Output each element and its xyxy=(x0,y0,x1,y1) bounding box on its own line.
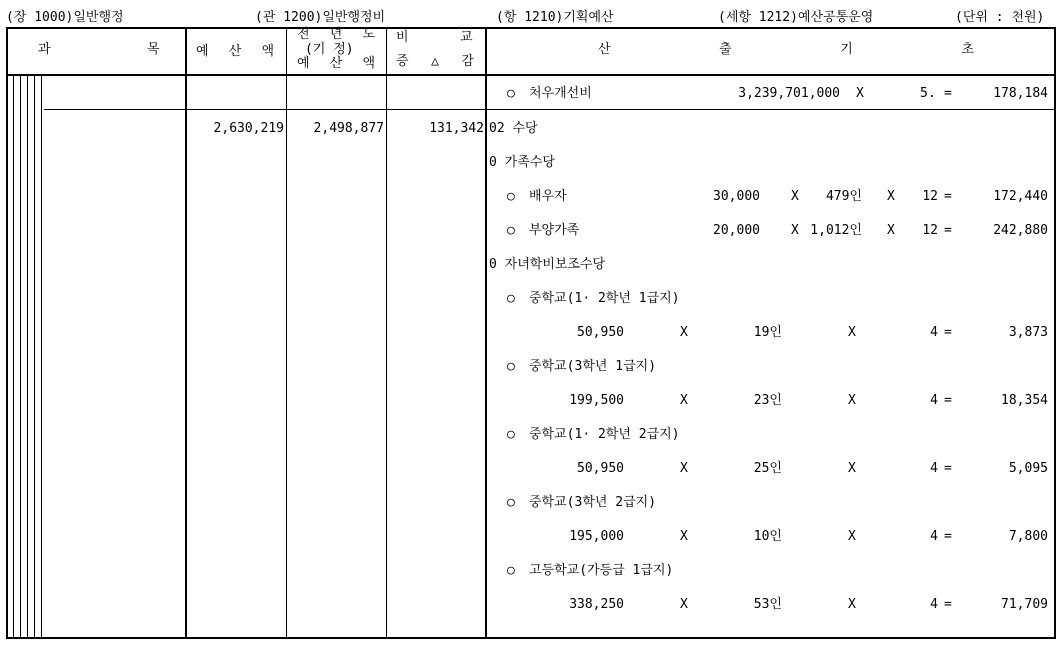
budget-amount: 2,630,219 xyxy=(213,121,284,136)
subsection-label: 고등학교(가등급 1급지) xyxy=(529,563,674,578)
line-amount: 30,000 xyxy=(713,189,760,204)
line-months: 12 xyxy=(922,189,938,204)
line-x2: X xyxy=(848,461,856,476)
bullet-icon: ○ xyxy=(507,563,515,578)
line-x2: X xyxy=(848,325,856,340)
col-basis-char: 출 xyxy=(719,42,732,57)
line-months: 4 xyxy=(930,325,938,340)
col-compare-top-right: 교 xyxy=(460,30,473,45)
bullet-icon: ○ xyxy=(507,427,515,442)
line-months: 4 xyxy=(930,393,938,408)
header-gwan: (관 1200)일반행정비 xyxy=(255,10,386,25)
col-prev-header-mid: (기 정) xyxy=(305,42,354,57)
line-result: 18,354 xyxy=(1001,393,1048,408)
first-row-amount: 3,239,701,000 xyxy=(738,86,840,101)
col-prev-char: 도 xyxy=(362,27,375,42)
subsection-label: 중학교(3학년 2급지) xyxy=(529,495,657,510)
header-unit: (단위 : 천원) xyxy=(955,10,1045,25)
col-divider-budget xyxy=(286,27,287,639)
line-eq: = xyxy=(944,393,952,408)
section-label: 0 가족수당 xyxy=(489,155,555,170)
col-prev-char: 예 xyxy=(297,56,310,71)
hierarchy-line-3 xyxy=(27,76,28,637)
col-prev-char: 전 xyxy=(297,27,310,42)
prev-budget-amount: 2,498,877 xyxy=(313,121,384,136)
col-basis-header xyxy=(598,42,974,58)
line-x2: X xyxy=(848,393,856,408)
line-result: 242,880 xyxy=(993,223,1048,238)
line-count: 19인 xyxy=(753,325,782,340)
table-bottom-border xyxy=(6,637,1056,639)
col-prev-char: 산 xyxy=(329,56,343,71)
section-label: 0 자녀학비보조수당 xyxy=(489,257,606,272)
line-eq: = xyxy=(944,325,952,340)
line-eq: = xyxy=(944,223,952,238)
line-x1: X xyxy=(680,461,688,476)
bullet-icon: ○ xyxy=(507,189,515,204)
table-right-border xyxy=(1054,27,1056,639)
line-months: 4 xyxy=(930,461,938,476)
col-compare-char: 감 xyxy=(461,54,474,69)
line-x1: X xyxy=(791,189,799,204)
first-row-eq: = xyxy=(944,86,952,101)
line-amount: 195,000 xyxy=(569,529,624,544)
col-compare-top-left: 비 xyxy=(396,30,409,45)
col-prev-header-bot xyxy=(297,56,375,72)
hierarchy-line-1 xyxy=(13,76,14,637)
hierarchy-line-5 xyxy=(41,76,42,637)
col-subject-left: 과 xyxy=(38,42,51,57)
line-count: 53인 xyxy=(753,597,782,612)
col-basis-char: 기 xyxy=(840,42,853,57)
item-label: 02 수당 xyxy=(489,121,538,136)
row-divider xyxy=(44,109,1056,110)
bullet-icon: ○ xyxy=(507,223,515,238)
col-compare-header-bot xyxy=(396,54,474,70)
bullet-icon: ○ xyxy=(507,359,515,374)
line-amount: 338,250 xyxy=(569,597,624,612)
line-months: 12 xyxy=(922,223,938,238)
line-eq: = xyxy=(944,597,952,612)
col-subject-right: 목 xyxy=(147,42,160,57)
line-label: 부양가족 xyxy=(529,223,580,238)
line-amount: 50,950 xyxy=(577,325,624,340)
subsection-label: 중학교(3학년 1급지) xyxy=(529,359,657,374)
line-label: 배우자 xyxy=(529,189,567,204)
col-basis-char: 산 xyxy=(598,42,611,57)
subsection-label: 중학교(1· 2학년 1급지) xyxy=(529,291,680,306)
line-count: 479인 xyxy=(825,189,862,204)
col-budget-char: 산 xyxy=(228,44,242,59)
line-count: 23인 xyxy=(753,393,782,408)
line-result: 3,873 xyxy=(1008,325,1048,340)
first-row-months: 5. xyxy=(920,86,936,101)
header-bottom-border xyxy=(6,74,1056,76)
col-budget-char: 액 xyxy=(261,44,274,59)
header-jang: (장 1000)일반행정 xyxy=(6,10,124,25)
line-x1: X xyxy=(680,393,688,408)
col-divider-compare xyxy=(485,27,487,639)
col-divider-subject xyxy=(185,27,187,639)
col-basis-char: 초 xyxy=(961,42,974,57)
header-hang: (항 1210)기획예산 xyxy=(496,10,614,25)
table-top-border xyxy=(6,27,1056,29)
line-months: 4 xyxy=(930,529,938,544)
line-x1: X xyxy=(680,325,688,340)
line-eq: = xyxy=(944,461,952,476)
line-eq: = xyxy=(944,529,952,544)
line-x1: X xyxy=(791,223,799,238)
col-budget-header xyxy=(196,44,274,60)
line-x1: X xyxy=(680,597,688,612)
col-prev-char: 년 xyxy=(329,27,343,42)
table-left-border xyxy=(6,27,8,639)
line-count: 1,012인 xyxy=(810,223,862,238)
first-row-label: 처우개선비 xyxy=(529,86,592,101)
line-x2: X xyxy=(848,529,856,544)
line-amount: 50,950 xyxy=(577,461,624,476)
col-prev-char: 액 xyxy=(362,56,375,71)
line-x2: X xyxy=(887,223,895,238)
line-count: 25인 xyxy=(753,461,782,476)
col-compare-char: 증 xyxy=(396,54,409,69)
col-prev-header-top xyxy=(297,27,375,43)
header-sehang: (세항 1212)예산공통운영 xyxy=(718,10,874,25)
line-months: 4 xyxy=(930,597,938,612)
col-divider-prev xyxy=(386,27,387,639)
col-budget-char: 예 xyxy=(196,44,209,59)
diff-amount: 131,342 xyxy=(429,121,484,136)
col-compare-char: △ xyxy=(431,54,439,69)
line-amount: 199,500 xyxy=(569,393,624,408)
line-x2: X xyxy=(848,597,856,612)
line-result: 172,440 xyxy=(993,189,1048,204)
line-result: 71,709 xyxy=(1001,597,1048,612)
line-amount: 20,000 xyxy=(713,223,760,238)
bullet-icon: ○ xyxy=(507,495,515,510)
first-row-x: X xyxy=(856,86,864,101)
line-x1: X xyxy=(680,529,688,544)
subsection-label: 중학교(1· 2학년 2급지) xyxy=(529,427,680,442)
bullet-icon: ○ xyxy=(507,291,515,306)
hierarchy-line-2 xyxy=(20,76,21,637)
line-result: 5,095 xyxy=(1008,461,1048,476)
bullet-icon: ○ xyxy=(507,86,515,101)
line-count: 10인 xyxy=(753,529,782,544)
line-x2: X xyxy=(887,189,895,204)
line-eq: = xyxy=(944,189,952,204)
hierarchy-line-4 xyxy=(34,76,35,637)
line-result: 7,800 xyxy=(1008,529,1048,544)
first-row-result: 178,184 xyxy=(993,86,1048,101)
